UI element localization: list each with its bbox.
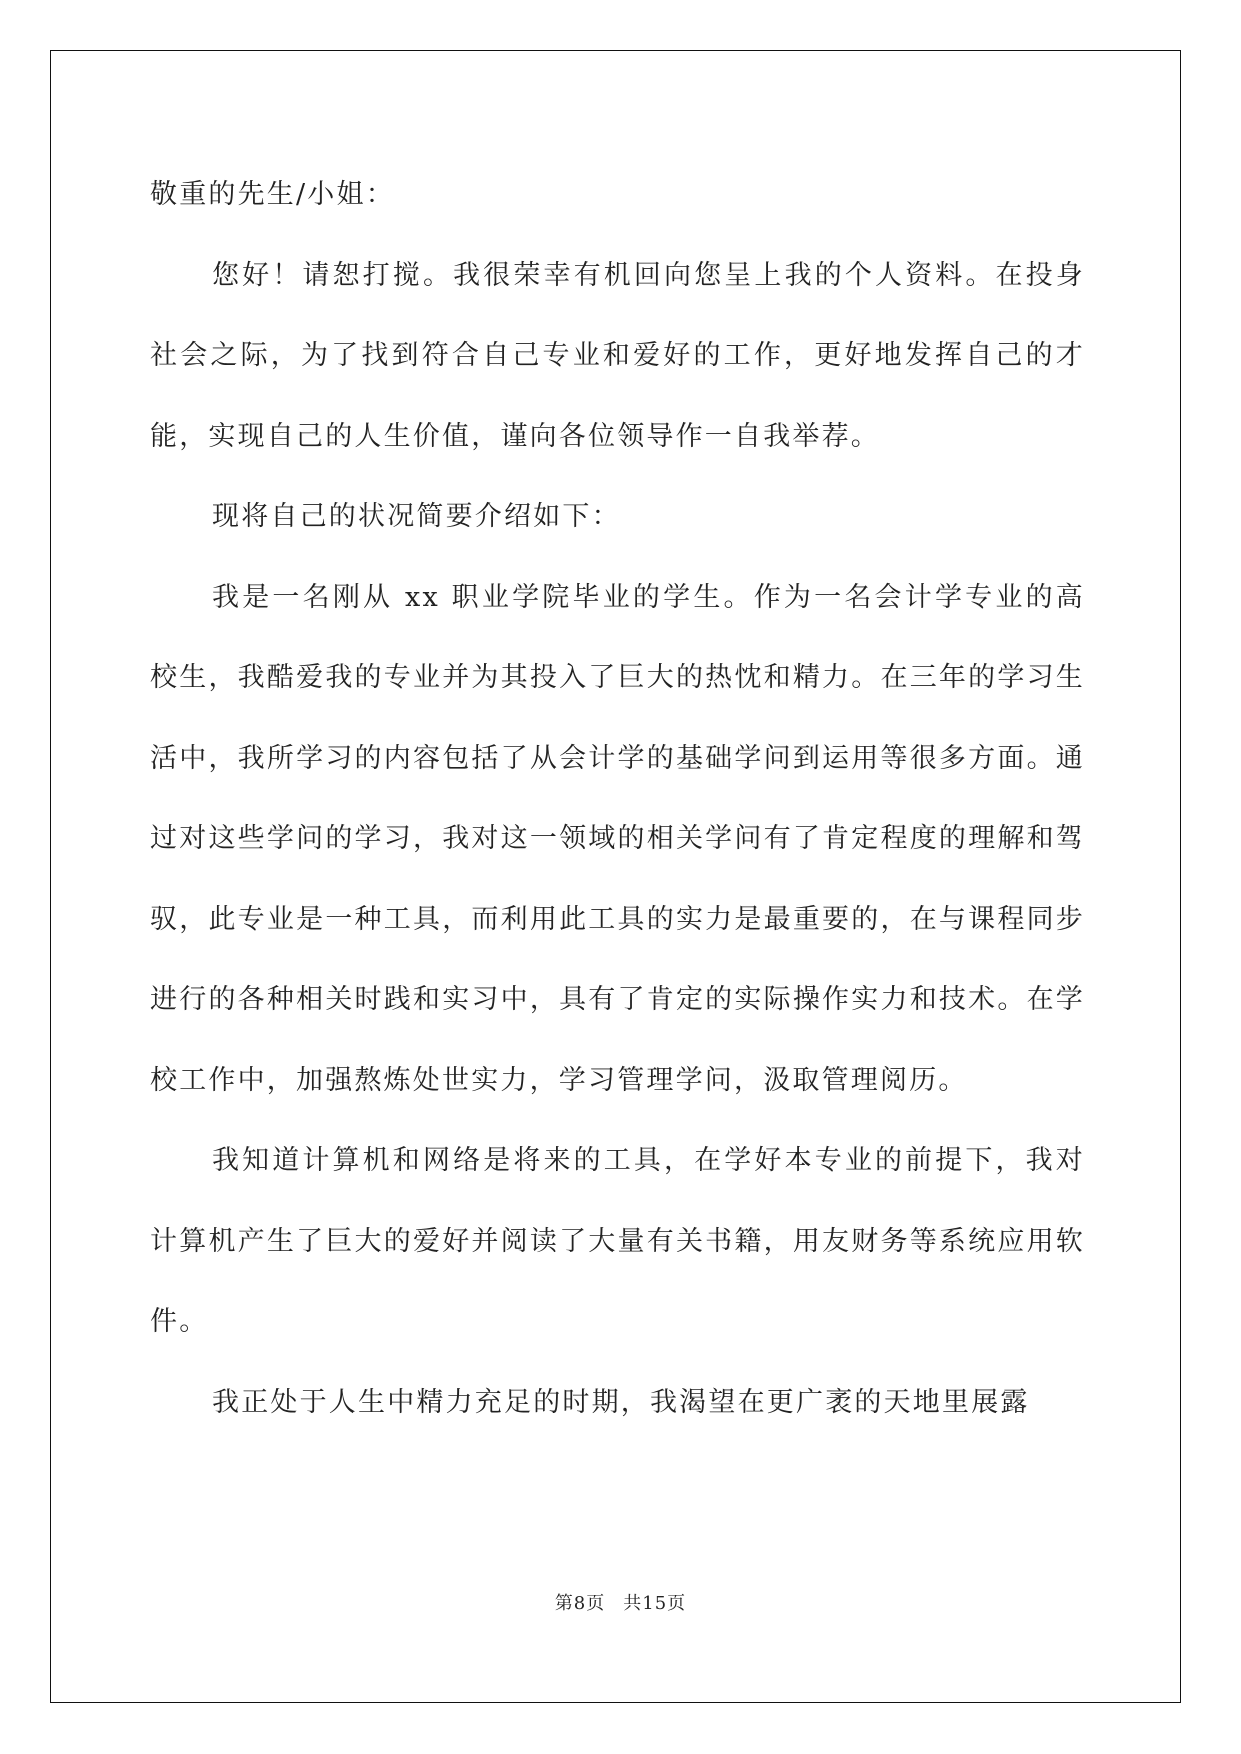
salutation: 敬重的先生/小姐：	[150, 179, 395, 210]
paragraph-education: 我是一名刚从 xx 职业学院毕业的学生。作为一名会计学专业的高校生，我酷爱我的专业并为其投入了巨大的热忱和精力。在三年的学习生活中，我所学习的内容包括了从会计学的基础学问到运用等很多方面。通过对这些学问的学习，我对这一领域的相关学问有了肯定程度的理解和驾驭，此专业是一种工具，而利用此工具的实力是最重要的，在与课程同步进行的各种相关时践和实习中，具有了肯定的实际操作实力和技术。在学校工作中，加强熬炼处世实力，学习管理学问，汲取管理阅历。	[150, 581, 1085, 1096]
paragraph-aspiration: 我正处于人生中精力充足的时期，我渴望在更广袤的天地里展露	[212, 1386, 1030, 1418]
page-footer	[0, 1589, 1241, 1615]
paragraph-greeting: 您好！请恕打搅。我很荣幸有机回向您呈上我的个人资料。在投身社会之际，为了找到符合自己专业和爱好的工作，更好地发挥自己的才能，实现自己的人生价值，谨向各位领导作一自我举荐。	[150, 259, 1085, 452]
page-number: 第8页	[554, 1593, 606, 1614]
page-total: 共15页	[623, 1593, 687, 1614]
paragraph-computer-skills: 我知道计算机和网络是将来的工具，在学好本专业的前提下，我对计算机产生了巨大的爱好并阅读了大量有关书籍，用友财务等系统应用软件。	[150, 1145, 1085, 1337]
letter-body	[150, 155, 1085, 1443]
paragraph-intro: 现将自己的状况简要介绍如下：	[212, 501, 621, 532]
